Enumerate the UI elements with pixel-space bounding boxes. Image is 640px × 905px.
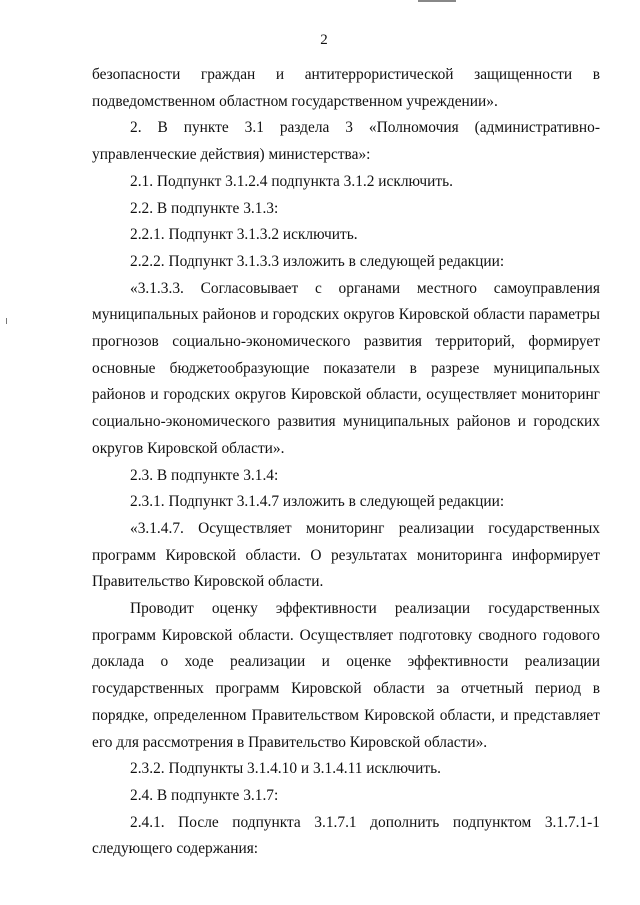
paragraph-item-2-2-2: 2.2.2. Подпункт 3.1.3.3 изложить в следующей редакции: xyxy=(130,252,505,270)
paragraph-item-2-4: 2.4. В подпункте 3.1.7: xyxy=(130,786,279,804)
scan-artifact xyxy=(418,0,456,2)
paragraph-item-2-2-1: 2.2.1. Подпункт 3.1.3.2 исключить. xyxy=(130,226,358,244)
paragraph-item-2-1: 2.1. Подпункт 3.1.2.4 подпункта 3.1.2 исключить. xyxy=(130,172,454,190)
paragraph-continuation: безопасности граждан и антитеррористической защищенности в подведомственном областном государственном учреждении». xyxy=(92,66,600,110)
scan-artifact xyxy=(6,318,7,324)
paragraph-quote-3-1-3-3: «3.1.3.3. Согласовывает с органами местного самоуправления муниципальных районов и городских округов Кировской области параметры прогнозов социально-экономического развития территорий, формирует основные бюджетообразующие показатели в разрезе муниципальных районов и городских округов Кировской области, осуществляет мониторинг социально-экономического развития муниципальных районов и городских округов Кировской области». xyxy=(92,279,600,457)
paragraph-item-2-3-1: 2.3.1. Подпункт 3.1.4.7 изложить в следующей редакции: xyxy=(130,493,505,511)
paragraph-item-2-3: 2.3. В подпункте 3.1.4: xyxy=(130,466,279,484)
paragraph-quote-continuation: Проводит оценку эффективности реализации государственных программ Кировской области. Осуществляет подготовку сводного годового доклада о ходе реализации и оценке эффективности реализации государственных программ Кировской области за отчетный период в порядке, определенном Правительством Кировской области, и представляет его для рассмотрения в Правительство Кировской области». xyxy=(92,600,600,751)
page-number: 2 xyxy=(320,32,328,48)
document-body xyxy=(92,62,600,863)
paragraph-item-2-4-1: 2.4.1. После подпункта 3.1.7.1 дополнить подпунктом 3.1.7.1-1 следующего содержания: xyxy=(92,813,600,858)
paragraph-item-2: 2. В пункте 3.1 раздела 3 «Полномочия (административно-управленческие действия) министерства»: xyxy=(92,119,600,164)
paragraph-item-2-3-2: 2.3.2. Подпункты 3.1.4.10 и 3.1.4.11 исключить. xyxy=(130,760,441,778)
paragraph-quote-3-1-4-7: «3.1.4.7. Осуществляет мониторинг реализации государственных программ Кировской области. О результатах мониторинга информирует Правительство Кировской области. xyxy=(92,519,600,591)
paragraph-item-2-2: 2.2. В подпункте 3.1.3: xyxy=(130,199,279,217)
